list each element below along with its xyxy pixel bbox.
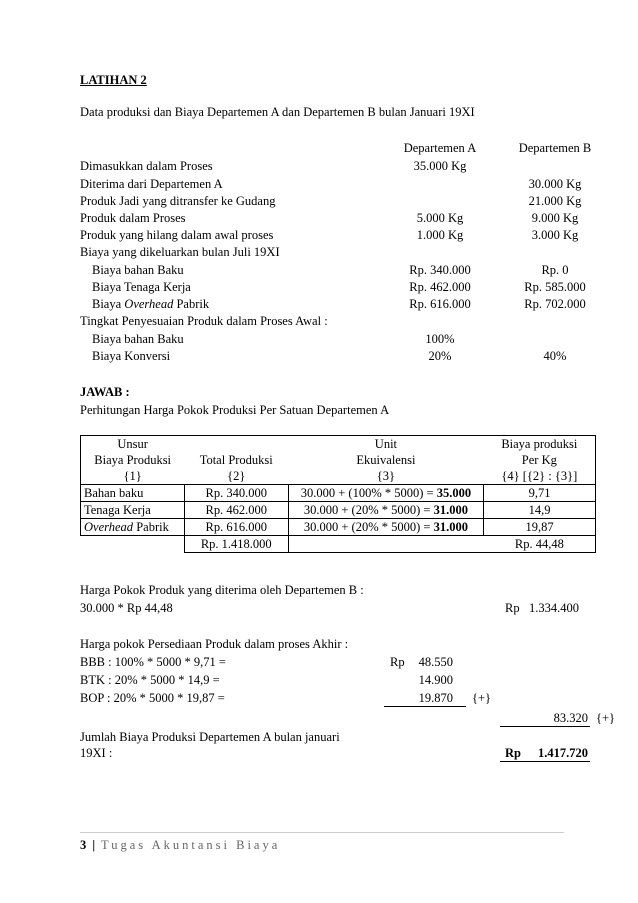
row-label: Biaya Konversi (92, 349, 171, 363)
table-total-row (81, 536, 596, 553)
row-value-b: 3.000 Kg (531, 228, 579, 242)
jumlah-label-2: 19XI : (80, 746, 113, 760)
cell-per-kg: 14,9 (484, 502, 596, 519)
header-total-blank (184, 436, 288, 453)
row-value-b: 30.000 Kg (528, 177, 582, 191)
cell-per-kg: 9,71 (484, 485, 596, 502)
row-value-a: 100% (425, 332, 455, 346)
persediaan-value: 19.870 (418, 691, 453, 705)
row-label: Tingkat Penyesuaian Produk dalam Proses Awal : (80, 314, 328, 328)
persediaan-calc: BOP : 20% * 5000 * 19,87 = (80, 691, 225, 705)
cost-per-unit-table (80, 435, 596, 553)
header-biaya-3: {4} [{2} : {3}] (484, 468, 596, 485)
jumlah-value: 1.417.720 (538, 746, 588, 760)
row-label: Produk yang hilang dalam awal proses (80, 228, 274, 242)
cell-total: Rp. 462.000 (184, 502, 288, 519)
cell-equivalent: 30.000 + (20% * 5000) = 31.000 (288, 519, 484, 536)
cell-unsur: Tenaga Kerja (81, 502, 185, 519)
column-header-b: Departemen B (518, 141, 592, 155)
row-value-b: Rp. 585.000 (524, 280, 586, 294)
sum-mark: {+} (472, 691, 492, 705)
persediaan-rp: Rp (390, 655, 405, 669)
hp-diterima-calc: 30.000 * Rp 44,48 (80, 601, 173, 615)
row-value-a: 35.000 Kg (413, 159, 467, 173)
row-value-b: Rp. 0 (541, 263, 569, 277)
row-label: Produk dalam Proses (80, 211, 186, 225)
row-value-a: 20% (428, 349, 452, 363)
jawab-heading: JAWAB : (80, 385, 130, 399)
page-number: 3 (80, 838, 87, 852)
cell-grand-total: Rp. 1.418.000 (184, 536, 288, 553)
header-unsur-1: Unsur (81, 436, 185, 453)
header-unit-2: Ekuivalensi (356, 453, 416, 467)
footer-text: Tugas Akuntansi Biaya (101, 838, 281, 852)
row-value-b: 21.000 Kg (528, 194, 582, 208)
page-title: LATIHAN 2 (80, 73, 147, 87)
cell-unsur: Overhead Pabrik (81, 519, 185, 536)
page-footer (80, 838, 280, 853)
sum-mark-2: {+} (596, 711, 616, 725)
header-unit-1: Unit (288, 436, 484, 453)
persediaan-calc: BBB : 100% * 5000 * 9,71 = (80, 655, 226, 669)
row-label: Diterima dari Departemen A (80, 177, 223, 191)
row-label: Biaya Overhead Pabrik (92, 297, 210, 311)
cell-equivalent: 30.000 + (20% * 5000) = 31.000 (288, 502, 484, 519)
row-value-b: Rp. 702.000 (524, 297, 586, 311)
cell-total: Rp. 340.000 (184, 485, 288, 502)
row-value-a: Rp. 462.000 (409, 280, 471, 294)
table-row (81, 502, 596, 519)
persediaan-calc: BTK : 20% * 5000 * 14,9 = (80, 673, 220, 687)
row-value-b: 9.000 Kg (531, 211, 579, 225)
header-unit-3: {3} (376, 469, 396, 483)
footer-separator: | (92, 838, 96, 852)
cell-total-per-kg: Rp. 44,48 (484, 536, 596, 553)
intro-text: Data produksi dan Biaya Departemen A dan Departemen B bulan Januari 19XI (80, 105, 475, 119)
section-subtitle: Perhitungan Harga Pokok Produksi Per Satuan Departemen A (80, 403, 390, 417)
row-value-a: Rp. 340.000 (409, 263, 471, 277)
cell-unsur: Bahan baku (81, 485, 185, 502)
persediaan-value: 14.900 (418, 673, 453, 687)
hp-diterima-label: Harga Pokok Produk yang diterima oleh Departemen B : (80, 583, 364, 597)
row-label: Biaya bahan Baku (92, 263, 184, 277)
header-biaya-2: Per Kg (484, 452, 596, 468)
header-biaya-1: Biaya produksi (484, 436, 596, 453)
jumlah-label-1: Jumlah Biaya Produksi Departemen A bulan januari (80, 730, 340, 744)
row-label: Biaya yang dikeluarkan bulan Juli 19XI (80, 245, 280, 259)
header-total-2: {2} (227, 469, 246, 483)
cell-total: Rp. 616.000 (184, 519, 288, 536)
footer-divider (80, 832, 564, 833)
jumlah-rp: Rp (505, 746, 521, 760)
row-value-a: Rp. 616.000 (409, 297, 471, 311)
row-label: Dimasukkan dalam Proses (80, 159, 213, 173)
row-label: Biaya Tenaga Kerja (92, 280, 191, 294)
persediaan-subtotal: 83.320 (553, 711, 588, 725)
header-unsur-2: Biaya Produksi (81, 452, 185, 468)
header-unsur-3: {1} (81, 468, 185, 485)
row-label: Produk Jadi yang ditransfer ke Gudang (80, 194, 276, 208)
header-total-1: Total Produksi (199, 453, 273, 467)
table-row (81, 519, 596, 536)
row-value-a: 1.000 Kg (416, 228, 464, 242)
column-header-a: Departemen A (403, 141, 477, 155)
cell-equivalent: 30.000 + (100% * 5000) = 35.000 (288, 485, 484, 502)
row-label: Biaya bahan Baku (92, 332, 184, 346)
table-row (81, 485, 596, 502)
cell-per-kg: 19,87 (484, 519, 596, 536)
row-value-b: 40% (543, 349, 567, 363)
persediaan-value: 48.550 (418, 655, 453, 669)
hp-diterima-value: Rp 1.334.400 (505, 601, 579, 615)
row-value-a: 5.000 Kg (416, 211, 464, 225)
persediaan-label: Harga pokok Persediaan Produk dalam proses Akhir : (80, 637, 349, 651)
